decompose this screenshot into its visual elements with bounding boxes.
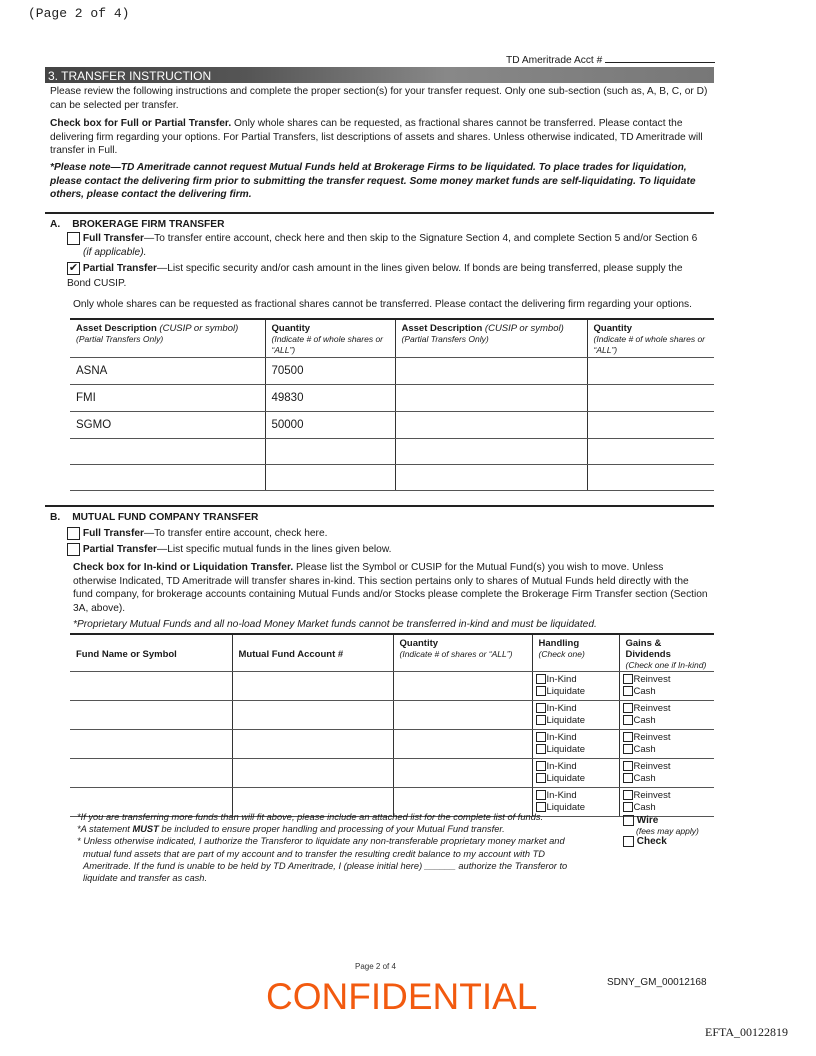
quantity-cell[interactable] bbox=[587, 411, 714, 438]
option-label: Liquidate bbox=[546, 744, 586, 755]
fund-name-cell[interactable] bbox=[70, 672, 232, 701]
gains-option[interactable] bbox=[623, 732, 712, 744]
footnote-3: * Unless otherwise indicated, I authorize the Transferor to liquidate any non-transferable proprietary money market and mutual fund assets that are part of my account and to transfer the resulting credit balance to my account with TD Ameritrade. If the fund is unable to be held by TD Ameritrade, I (please initial here) ______ authorize the Transferor to liquidate and transfer as cash. bbox=[77, 836, 568, 884]
handling-checkbox[interactable] bbox=[536, 790, 546, 800]
quantity-cell[interactable] bbox=[265, 464, 395, 490]
option-label: Cash bbox=[633, 802, 656, 813]
section-b-heading bbox=[50, 511, 258, 525]
table-row bbox=[70, 357, 714, 384]
check-checkbox[interactable] bbox=[623, 836, 634, 847]
quantity-cell[interactable] bbox=[265, 438, 395, 464]
please-note: *Please note—TD Ameritrade cannot request Mutual Funds held at Brokerage Firms to be liquidated. To place trades for liquidation, please contact the delivering firm prior to submitting the transfer request. Some money market funds are self-liquidating. To liquidate others, please contact the delivering firm. bbox=[50, 162, 696, 200]
footnotes bbox=[77, 811, 612, 884]
asset-description-cell[interactable] bbox=[395, 464, 587, 490]
gains-checkbox[interactable] bbox=[623, 674, 633, 684]
table-row bbox=[70, 464, 714, 490]
handling-checkbox[interactable] bbox=[536, 703, 546, 713]
acct-label bbox=[506, 54, 715, 68]
option-label: Reinvest bbox=[633, 790, 671, 801]
quantity-cell[interactable] bbox=[393, 759, 532, 788]
option-label: Reinvest bbox=[633, 703, 671, 714]
asset-description-cell[interactable] bbox=[395, 357, 587, 384]
mf-partial-transfer-checkbox[interactable] bbox=[67, 543, 80, 556]
header-quantity: Quantity (Indicate # of shares or “ALL”) bbox=[393, 634, 532, 672]
mf-full-transfer-checkbox[interactable] bbox=[67, 527, 80, 540]
asset-description-cell[interactable] bbox=[395, 438, 587, 464]
option-label: Liquidate bbox=[546, 715, 586, 726]
handling-option[interactable] bbox=[536, 790, 616, 802]
section-a-heading bbox=[50, 218, 224, 232]
divider bbox=[45, 505, 714, 507]
mf-partial-label: Partial Transfer bbox=[82, 544, 158, 556]
fund-name-cell[interactable] bbox=[70, 730, 232, 759]
asset-description-cell[interactable]: FMI bbox=[70, 384, 265, 411]
handling-option[interactable] bbox=[536, 703, 616, 715]
quantity-cell[interactable] bbox=[393, 730, 532, 759]
header-handling: Handling (Check one) bbox=[532, 634, 619, 672]
section-title: 3. TRANSFER INSTRUCTION bbox=[48, 69, 212, 83]
gains-option[interactable] bbox=[623, 703, 712, 715]
gains-cell bbox=[619, 701, 714, 730]
wire-label: Wire bbox=[636, 815, 659, 827]
check-instructions bbox=[50, 117, 712, 158]
intro-text: Please review the following instructions and complete the proper section(s) for your transfer request. Only one sub-section (such as, A, B, C, or D) can be selected per transfer. bbox=[50, 86, 708, 111]
header-fund-name: Fund Name or Symbol bbox=[70, 634, 232, 672]
option-label: Cash bbox=[633, 773, 656, 784]
handling-checkbox[interactable] bbox=[536, 761, 546, 771]
account-number-cell[interactable] bbox=[232, 672, 393, 701]
gains-checkbox[interactable] bbox=[623, 744, 633, 754]
asset-description-cell[interactable] bbox=[395, 411, 587, 438]
gains-checkbox[interactable] bbox=[623, 773, 633, 783]
option-label: In-Kind bbox=[546, 761, 577, 772]
inkind-instructions: Check box for In-kind or Liquidation Transfer. Please list the Symbol or CUSIP for the Mutual Fund(s) you wish to move. Unless otherwise Indicated, TD Ameritrade will transfer shares in-kind. This section pertains only to shares of Mutual Funds held directly with the fund company, for brokerage accounts containing Mutual Funds and/or Stocks please complete the Brokerage Firm Transfer section (Section 3A, above). bbox=[73, 562, 708, 614]
handling-option[interactable] bbox=[536, 744, 616, 756]
asset-description-cell[interactable] bbox=[395, 384, 587, 411]
gains-option[interactable] bbox=[623, 715, 712, 727]
gains-checkbox[interactable] bbox=[623, 761, 633, 771]
handling-option[interactable] bbox=[536, 773, 616, 785]
check-bold: Check box for Full or Partial Transfer. bbox=[50, 118, 232, 129]
header-gains-dividends: Gains & Dividends (Check one if In-kind) bbox=[619, 634, 714, 672]
divider bbox=[45, 212, 714, 214]
mf-full-label: Full Transfer bbox=[82, 528, 144, 540]
quantity-cell[interactable] bbox=[587, 357, 714, 384]
handling-cell bbox=[532, 730, 619, 759]
acct-field[interactable] bbox=[605, 62, 715, 63]
gains-option[interactable] bbox=[623, 761, 712, 773]
fund-name-cell[interactable] bbox=[70, 701, 232, 730]
section-b-full-option bbox=[67, 527, 327, 541]
header-asset-description-2: Asset Description (CUSIP or symbol) (Partial Transfers Only) bbox=[395, 319, 587, 357]
asset-description-cell[interactable]: ASNA bbox=[70, 357, 265, 384]
footnote-2: *A statement MUST be included to ensure proper handling and processing of your Mutual Fund transfer. bbox=[77, 824, 505, 835]
section-a-title: BROKERAGE FIRM TRANSFER bbox=[72, 219, 225, 230]
handling-checkbox[interactable] bbox=[536, 674, 546, 684]
gains-option[interactable] bbox=[623, 773, 712, 785]
gains-cell bbox=[619, 759, 714, 788]
header-account-number: Mutual Fund Account # bbox=[232, 634, 393, 672]
option-label: Reinvest bbox=[633, 732, 671, 743]
asset-description-cell[interactable]: SGMO bbox=[70, 411, 265, 438]
page-number: Page 2 of 4 bbox=[355, 962, 396, 971]
option-label: In-Kind bbox=[546, 674, 577, 685]
handling-option[interactable] bbox=[536, 674, 616, 686]
full-transfer-text: —To transfer entire account, check here and then skip to the Signature Section 4, and complete Section 5 and/or Section 6 bbox=[143, 233, 698, 245]
partial-transfer-label: Partial Transfer bbox=[82, 263, 158, 274]
quantity-cell[interactable] bbox=[393, 701, 532, 730]
quantity-cell[interactable] bbox=[587, 438, 714, 464]
header-quantity: Quantity (Indicate # of whole shares or “ALL”) bbox=[265, 319, 395, 357]
fund-name-cell[interactable] bbox=[70, 759, 232, 788]
quantity-cell[interactable] bbox=[587, 464, 714, 490]
brokerage-asset-table bbox=[70, 318, 714, 491]
handling-cell bbox=[532, 672, 619, 701]
gains-cell bbox=[619, 788, 714, 817]
gains-option[interactable] bbox=[623, 744, 712, 756]
section-a-partial-option bbox=[67, 261, 707, 291]
handling-option[interactable] bbox=[536, 715, 616, 727]
option-label: Cash bbox=[633, 715, 656, 726]
asset-description-cell[interactable] bbox=[70, 464, 265, 490]
bates-number: SDNY_GM_00012168 bbox=[607, 977, 707, 988]
account-number-cell[interactable] bbox=[232, 730, 393, 759]
section-a-letter: A. bbox=[50, 219, 61, 230]
section-b-letter: B. bbox=[50, 512, 61, 523]
payment-options bbox=[623, 815, 699, 847]
option-label: Cash bbox=[633, 744, 656, 755]
account-number-cell[interactable] bbox=[232, 759, 393, 788]
gains-checkbox[interactable] bbox=[623, 802, 633, 812]
quantity-cell[interactable] bbox=[393, 672, 532, 701]
page-marker: (Page 2 of 4) bbox=[28, 6, 130, 21]
mf-full-text: —To transfer entire account, check here. bbox=[143, 528, 328, 540]
gains-checkbox[interactable] bbox=[623, 715, 633, 725]
handling-checkbox[interactable] bbox=[536, 732, 546, 742]
table-row bbox=[70, 759, 714, 788]
gains-option[interactable] bbox=[623, 790, 712, 802]
handling-cell bbox=[532, 759, 619, 788]
proprietary-note: *Proprietary Mutual Funds and all no-load Money Market funds cannot be transferred in-kind and must be liquidated. bbox=[73, 619, 597, 630]
full-transfer-label: Full Transfer bbox=[82, 233, 144, 245]
table-row bbox=[70, 701, 714, 730]
header-quantity-2: Quantity (Indicate # of whole shares or “ALL”) bbox=[587, 319, 714, 357]
wire-checkbox[interactable] bbox=[623, 815, 634, 826]
wire-fee-note: (fees may apply) bbox=[636, 826, 699, 837]
mutual-fund-table bbox=[70, 633, 714, 817]
gains-checkbox[interactable] bbox=[623, 732, 633, 742]
gains-option[interactable] bbox=[623, 674, 712, 686]
full-transfer-note: (if applicable). bbox=[83, 246, 147, 258]
gains-option[interactable] bbox=[623, 686, 712, 698]
whole-shares-note: Only whole shares can be requested as fractional shares cannot be transferred. Please contact the delivering firm regarding your options. bbox=[73, 299, 692, 310]
quantity-cell[interactable] bbox=[587, 384, 714, 411]
check-text: Only whole shares can be requested, as fractional shares cannot be transferred. Please contact the delivering firm regarding your options. For Partial Transfers, list descriptions of assets and shares. Unless otherwise indicated, TD Ameritrade will transfer in Full. bbox=[50, 118, 703, 156]
option-label: In-Kind bbox=[546, 703, 577, 714]
gains-checkbox[interactable] bbox=[623, 686, 633, 696]
handling-checkbox[interactable] bbox=[536, 773, 546, 783]
option-label: In-Kind bbox=[546, 790, 577, 801]
section-a-full-option bbox=[67, 232, 717, 259]
acct-label-text: TD Ameritrade Acct # bbox=[506, 55, 603, 66]
handling-option[interactable] bbox=[536, 686, 616, 698]
gains-cell bbox=[619, 672, 714, 701]
asset-description-cell[interactable] bbox=[70, 438, 265, 464]
quantity-cell[interactable]: 70500 bbox=[265, 357, 395, 384]
confidential-stamp: CONFIDENTIAL bbox=[266, 976, 538, 1017]
full-transfer-checkbox[interactable] bbox=[67, 232, 80, 245]
quantity-cell[interactable]: 49830 bbox=[265, 384, 395, 411]
option-label: In-Kind bbox=[546, 732, 577, 743]
gains-checkbox[interactable] bbox=[623, 703, 633, 713]
handling-option[interactable] bbox=[536, 761, 616, 773]
table-row bbox=[70, 730, 714, 759]
option-label: Cash bbox=[633, 686, 656, 697]
section-header bbox=[45, 67, 714, 83]
handling-option[interactable] bbox=[536, 732, 616, 744]
gains-checkbox[interactable] bbox=[623, 790, 633, 800]
option-label: Liquidate bbox=[546, 802, 586, 813]
option-label: Reinvest bbox=[633, 674, 671, 685]
section-b-partial-option bbox=[67, 543, 391, 557]
account-number-cell[interactable] bbox=[232, 701, 393, 730]
gains-cell bbox=[619, 730, 714, 759]
option-label: Liquidate bbox=[546, 773, 586, 784]
quantity-cell[interactable]: 50000 bbox=[265, 411, 395, 438]
check-label: Check bbox=[636, 836, 667, 848]
option-label: Liquidate bbox=[546, 686, 586, 697]
option-label: Reinvest bbox=[633, 761, 671, 772]
handling-checkbox[interactable] bbox=[536, 686, 546, 696]
table-row bbox=[70, 411, 714, 438]
efta-number: EFTA_00122819 bbox=[705, 1025, 789, 1039]
mf-partial-text: —List specific mutual funds in the lines given below. bbox=[157, 544, 392, 556]
partial-transfer-checkbox[interactable]: ✔ bbox=[68, 261, 79, 274]
table-row bbox=[70, 438, 714, 464]
header-asset-description: Asset Description (CUSIP or symbol) (Partial Transfers Only) bbox=[70, 319, 265, 357]
handling-checkbox[interactable] bbox=[536, 715, 546, 725]
table-row bbox=[70, 384, 714, 411]
gains-option[interactable] bbox=[623, 802, 712, 814]
footnote-1: *If you are transferring more funds than will fit above, please include an attached list for the complete list of funds. bbox=[77, 812, 544, 822]
partial-transfer-text: —List specific security and/or cash amount in the lines given below. If bonds are being transferred, please supply the Bond CUSIP. bbox=[67, 263, 683, 289]
table-row bbox=[70, 672, 714, 701]
handling-checkbox[interactable] bbox=[536, 744, 546, 754]
section-b-title: MUTUAL FUND COMPANY TRANSFER bbox=[72, 512, 259, 523]
handling-cell bbox=[532, 701, 619, 730]
